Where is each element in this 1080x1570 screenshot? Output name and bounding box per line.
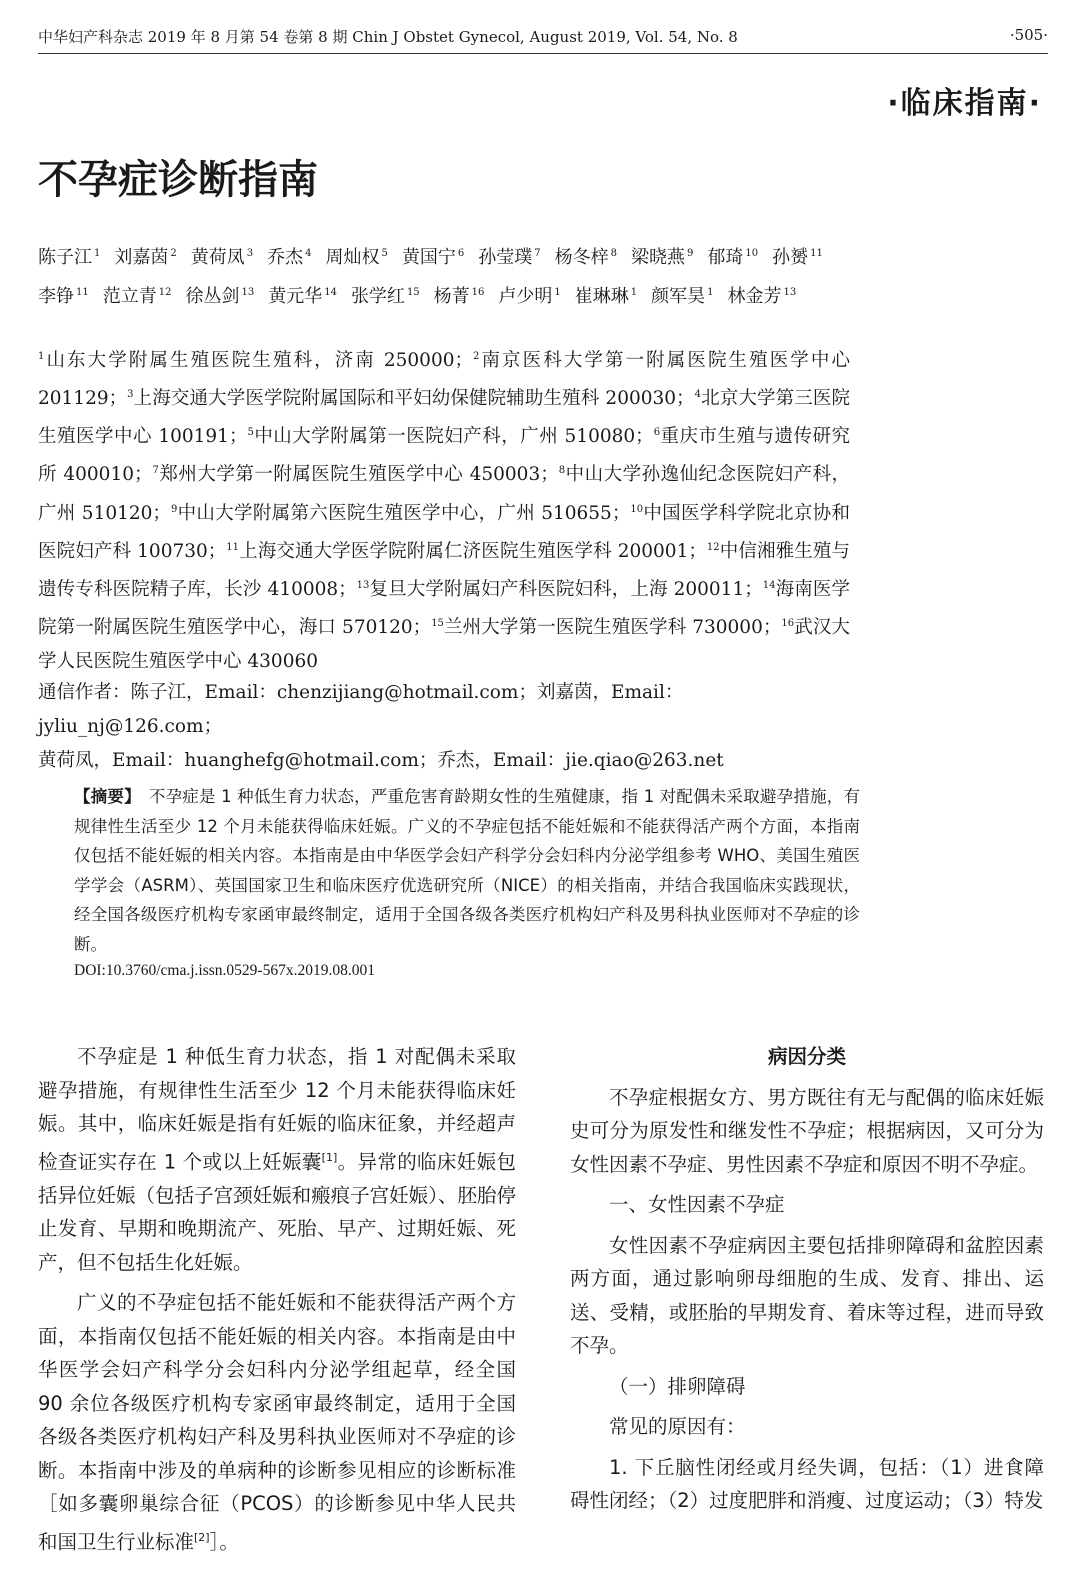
affiliation-text: 北京大学第三医院生殖医学中心 100191； bbox=[38, 388, 850, 448]
paragraph: 1. 下丘脑性闭经或月经失调，包括：（1）进食障碍性闭经；（2）过度肥胖和消瘦、过度运动；（3）特发 bbox=[570, 1455, 1044, 1512]
author-affiliation-mark: 1 bbox=[630, 287, 638, 298]
author bbox=[267, 236, 311, 275]
author-name: 刘嘉茵 bbox=[114, 247, 169, 268]
author-name: 林金芳 bbox=[727, 286, 782, 307]
affiliation-mark: 6 bbox=[653, 427, 661, 439]
author-name: 郁琦 bbox=[707, 247, 744, 268]
affiliation-mark: 10 bbox=[630, 503, 644, 515]
author-name: 范立青 bbox=[102, 286, 157, 307]
affiliation-mark: 4 bbox=[694, 389, 701, 401]
citation-ref[interactable]: [1] bbox=[321, 1150, 338, 1164]
author-affiliation-mark: 11 bbox=[810, 248, 823, 259]
author bbox=[191, 236, 253, 275]
section-heading: 病因分类 bbox=[767, 1045, 846, 1068]
author-name: 杨冬梓 bbox=[554, 247, 609, 268]
running-header bbox=[38, 26, 1048, 54]
citation-ref[interactable]: [2] bbox=[194, 1530, 210, 1544]
author bbox=[478, 236, 540, 275]
author-affiliation-mark: 11 bbox=[76, 287, 89, 298]
author-affiliation-mark: 3 bbox=[246, 248, 254, 259]
affiliation-mark: 14 bbox=[762, 579, 776, 591]
author-affiliation-mark: 14 bbox=[324, 287, 337, 298]
abstract-text: 不孕症是 1 种低生育力状态，严重危害育龄期女性的生殖健康，指 1 对配偶未采取避孕措施，有规律性生活至少 12 个月未能获得临床妊娠。广义的不孕症包括不能妊娠和不能获得活产两个方面，本指南仅包括不能妊娠的相关内容。本指南是由中华医学会妇产科学分会妇科内分泌学组参考 WHO、美国生殖医学学会（ASRM）、英国国家卫生和临床医疗优选研究所（NICE）的相关指南，并结合我国临床实践现状，经全国各级医疗机构专家函审最终制定，适用于全国各级各类医疗机构妇产科及男科执业医师对不孕症的诊断。 bbox=[74, 787, 860, 954]
author-affiliation-mark: 7 bbox=[534, 248, 541, 259]
affiliation-text: 武汉大学人民医院生殖医学中心 430060 bbox=[38, 617, 850, 673]
correspondence bbox=[38, 676, 858, 778]
author bbox=[728, 275, 797, 314]
author bbox=[326, 236, 388, 275]
author bbox=[185, 275, 254, 314]
affiliation-text: 山东大学附属生殖医院生殖科，济南 250000； bbox=[44, 350, 473, 372]
author-name: 黄荷凤 bbox=[190, 247, 245, 268]
author-name: 周灿权 bbox=[325, 247, 380, 268]
author-affiliation-mark: 13 bbox=[241, 287, 255, 298]
author bbox=[575, 275, 637, 314]
subsubsection-heading: （一）排卵障碍 bbox=[609, 1374, 746, 1398]
author bbox=[38, 236, 100, 275]
author bbox=[498, 275, 560, 314]
affiliation-text: 兰州大学第一医院生殖医学科 730000； bbox=[443, 617, 782, 639]
author-affiliation-mark: 5 bbox=[381, 248, 388, 259]
author bbox=[772, 236, 823, 275]
affiliation-text: 中山大学孙逸仙纪念医院妇产科，广州 510120； bbox=[38, 464, 850, 524]
author-name: 黄元华 bbox=[268, 286, 323, 307]
author bbox=[402, 236, 464, 275]
author-affiliation-mark: 16 bbox=[471, 287, 485, 298]
abstract-label: 【摘要】 bbox=[74, 787, 141, 806]
author-affiliation-mark: 6 bbox=[457, 248, 465, 259]
author-name: 孙赟 bbox=[772, 247, 809, 268]
affiliation-text: 中山大学附属第六医院生殖医学中心，广州 510655； bbox=[177, 502, 631, 524]
author-name: 杨菁 bbox=[433, 286, 470, 307]
correspondence-line-1: 通信作者：陈子江，Email：chenzijiang@hotmail.com；刘嘉茵，Email：jyliu_nj@126.com； bbox=[38, 682, 684, 737]
author-name: 徐丛剑 bbox=[185, 286, 240, 307]
affiliation-text: 重庆市生殖与遗传研究所 400010； bbox=[38, 426, 850, 486]
affiliation-mark: 7 bbox=[152, 465, 159, 477]
body-column-left bbox=[38, 1040, 516, 1566]
author-name: 陈子江 bbox=[38, 247, 92, 268]
author bbox=[38, 275, 89, 314]
affiliation-mark: 8 bbox=[558, 465, 566, 477]
author bbox=[555, 236, 617, 275]
author-name: 黄国宁 bbox=[401, 247, 456, 268]
affiliation-mark: 15 bbox=[431, 618, 444, 630]
affiliation-text: 郑州大学第一附属医院生殖医学中心 450003； bbox=[158, 464, 559, 486]
body-column-right bbox=[570, 1040, 1044, 1525]
author-affiliation-mark: 4 bbox=[305, 248, 312, 259]
author-affiliation-mark: 12 bbox=[158, 287, 172, 298]
subsection-heading: 一、女性因素不孕症 bbox=[609, 1193, 785, 1216]
doi: DOI:10.3760/cma.j.issn.0529-567x.2019.08.001 bbox=[74, 962, 375, 979]
author-affiliation-mark: 15 bbox=[406, 287, 420, 298]
paragraph: 不孕症是 1 种低生育力状态，指 1 对配偶未采取避孕措施，有规律性生活至少 12 个月未能获得临床妊娠。其中，临床妊娠是指有妊娠的临床征象，并经超声检查证实存在 1 个或以上妊娠囊[1]。异常的临床妊娠包括异位妊娠（包括子宫颈妊娠和瘢痕子宫妊娠）、胚胎停止发育、早期和晚期流产、死胎、早产、过期妊娠、死产，但不包括生化妊娠。 bbox=[38, 1045, 516, 1274]
affiliation-mark: 9 bbox=[170, 503, 178, 515]
author-affiliation-mark: 8 bbox=[610, 248, 617, 259]
paragraph: 女性因素不孕症病因主要包括排卵障碍和盆腔因素两方面，通过影响卵母细胞的生成、发育、排出、运送、受精，或胚胎的早期发育、着床等过程，进而导致不孕。 bbox=[570, 1233, 1044, 1357]
paragraph: 常见的原因有： bbox=[609, 1415, 746, 1438]
correspondence-line-2: 黄荷凤，Email：huanghefg@hotmail.com；乔杰，Email：jie.qiao@263.net bbox=[38, 750, 724, 771]
author-name: 孙莹璞 bbox=[478, 247, 533, 268]
abstract bbox=[74, 782, 860, 959]
author-name: 梁晓燕 bbox=[631, 247, 685, 268]
affiliation-text: 上海交通大学医学院附属仁济医院生殖医学科 200001； bbox=[239, 540, 707, 562]
affiliation-mark: 3 bbox=[127, 389, 134, 401]
article-title: 不孕症诊断指南 bbox=[38, 157, 318, 203]
author-affiliation-mark: 9 bbox=[687, 248, 694, 259]
affiliation-mark: 16 bbox=[781, 618, 795, 630]
author bbox=[631, 236, 693, 275]
affiliation-mark: 2 bbox=[473, 351, 480, 362]
author-name: 乔杰 bbox=[267, 247, 304, 268]
page-number: ·505· bbox=[1009, 26, 1048, 44]
affiliation-text: 中国医学科学院北京协和医院妇产科 100730； bbox=[38, 502, 850, 562]
affiliation-text: 南京医科大学第一附属医院生殖医学中心 201129； bbox=[38, 350, 850, 410]
affiliations bbox=[38, 340, 850, 679]
author bbox=[651, 275, 713, 314]
author-affiliation-mark: 10 bbox=[745, 248, 759, 259]
author-list bbox=[38, 236, 858, 314]
author bbox=[434, 275, 485, 314]
affiliation-mark: 5 bbox=[247, 427, 254, 439]
paragraph: 广义的不孕症包括不能妊娠和不能获得活产两个方面，本指南仅包括不能妊娠的相关内容。本指南是由中华医学会妇产科学分会妇科内分泌学组起草，经全国 90 余位各级医疗机构专家函审最终制定，适用于全国各级各类医疗机构妇产科及男科执业医师对不孕症的诊断。本指南中涉及的单病种的诊断参见相应的诊断标准［如多囊卵巢综合征（PCOS）的诊断参见中华人民共和国卫生行业标准[2]］。 bbox=[38, 1291, 516, 1553]
author bbox=[103, 275, 172, 314]
author-affiliation-mark: 1 bbox=[554, 287, 561, 298]
affiliation-text: 复旦大学附属妇产科医院妇科，上海 200011； bbox=[369, 579, 763, 601]
affiliation-mark: 11 bbox=[226, 541, 240, 553]
author bbox=[351, 275, 420, 314]
affiliation-mark: 13 bbox=[356, 579, 370, 591]
section-tag: ·临床指南· bbox=[887, 86, 1042, 121]
paragraph: 不孕症根据女方、男方既往有无与配偶的临床妊娠史可分为原发性和继发性不孕症；根据病因，又可分为女性因素不孕症、男性因素不孕症和原因不明不孕症。 bbox=[570, 1085, 1044, 1176]
affiliation-mark: 12 bbox=[706, 541, 720, 553]
affiliation-text: 上海交通大学医学院附属国际和平妇幼保健院辅助生殖科 200030； bbox=[133, 388, 695, 410]
author bbox=[114, 236, 176, 275]
author-affiliation-mark: 2 bbox=[170, 248, 177, 259]
author-affiliation-mark: 1 bbox=[94, 248, 101, 259]
author-name: 颜军昊 bbox=[651, 286, 706, 307]
author-name: 张学红 bbox=[350, 286, 405, 307]
affiliation-text: 海南医学院第一附属医院生殖医学中心，海口 570120； bbox=[38, 579, 850, 639]
author-affiliation-mark: 13 bbox=[783, 287, 797, 298]
author bbox=[268, 275, 337, 314]
author-name: 李铮 bbox=[38, 286, 74, 307]
author-name: 卢少明 bbox=[498, 286, 553, 307]
journal-citation: 中华妇产科杂志 2019 年 8 月第 54 卷第 8 期 Chin J Obstet Gynecol, August 2019, Vol. 54, No. 8 bbox=[38, 28, 738, 46]
author bbox=[707, 236, 758, 275]
author-affiliation-mark: 1 bbox=[707, 287, 714, 298]
affiliation-text: 中山大学附属第一医院妇产科，广州 510080； bbox=[253, 426, 654, 448]
affiliation-mark: 1 bbox=[38, 351, 45, 362]
author-name: 崔琳琳 bbox=[574, 286, 629, 307]
affiliation-text: 中信湘雅生殖与遗传专科医院精子库，长沙 410008； bbox=[38, 540, 850, 601]
